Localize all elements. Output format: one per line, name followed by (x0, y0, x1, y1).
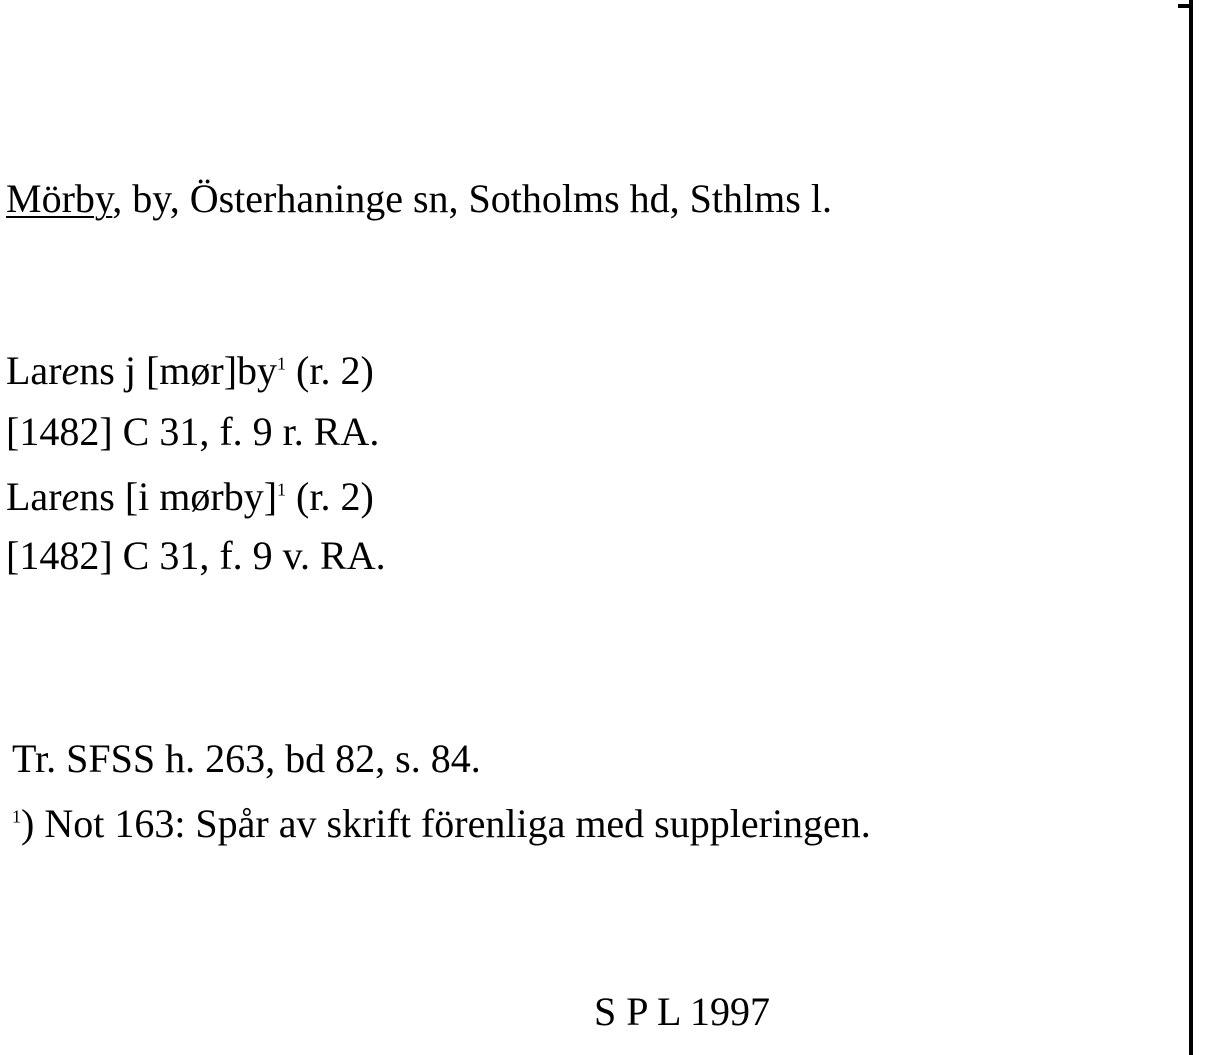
footnote-marker: 1 (277, 353, 287, 374)
footnote-marker: 1 (12, 806, 21, 827)
source-1-ref: [1482] C 31, f. 9 r. RA. (6, 409, 380, 454)
source-2-form: Larens [i mørby]$^1$ (r. 2) (6, 474, 374, 519)
footnote (12, 800, 871, 848)
source-1-form: Larens j $[mør]by^1$ (r. 2) (6, 348, 374, 393)
signature: S P L 1997 (594, 989, 770, 1034)
footnote-text: ) Not 163: Spår av skrift förenliga med suppleringen. (21, 801, 871, 846)
print-reference: Tr. SFSS h. 263, bd 82, s. 84. (12, 736, 481, 781)
footnote-marker: 1 (277, 479, 287, 500)
source-2-ref: [1482] C 31, f. 9 v. RA. (6, 533, 386, 578)
entry-description: , by, Österhaninge sn, Sotholms hd, Sthlms l. (112, 176, 832, 221)
headword: Mörby (6, 176, 113, 221)
entry-heading (6, 175, 832, 223)
right-border-rule (1189, 0, 1193, 1055)
